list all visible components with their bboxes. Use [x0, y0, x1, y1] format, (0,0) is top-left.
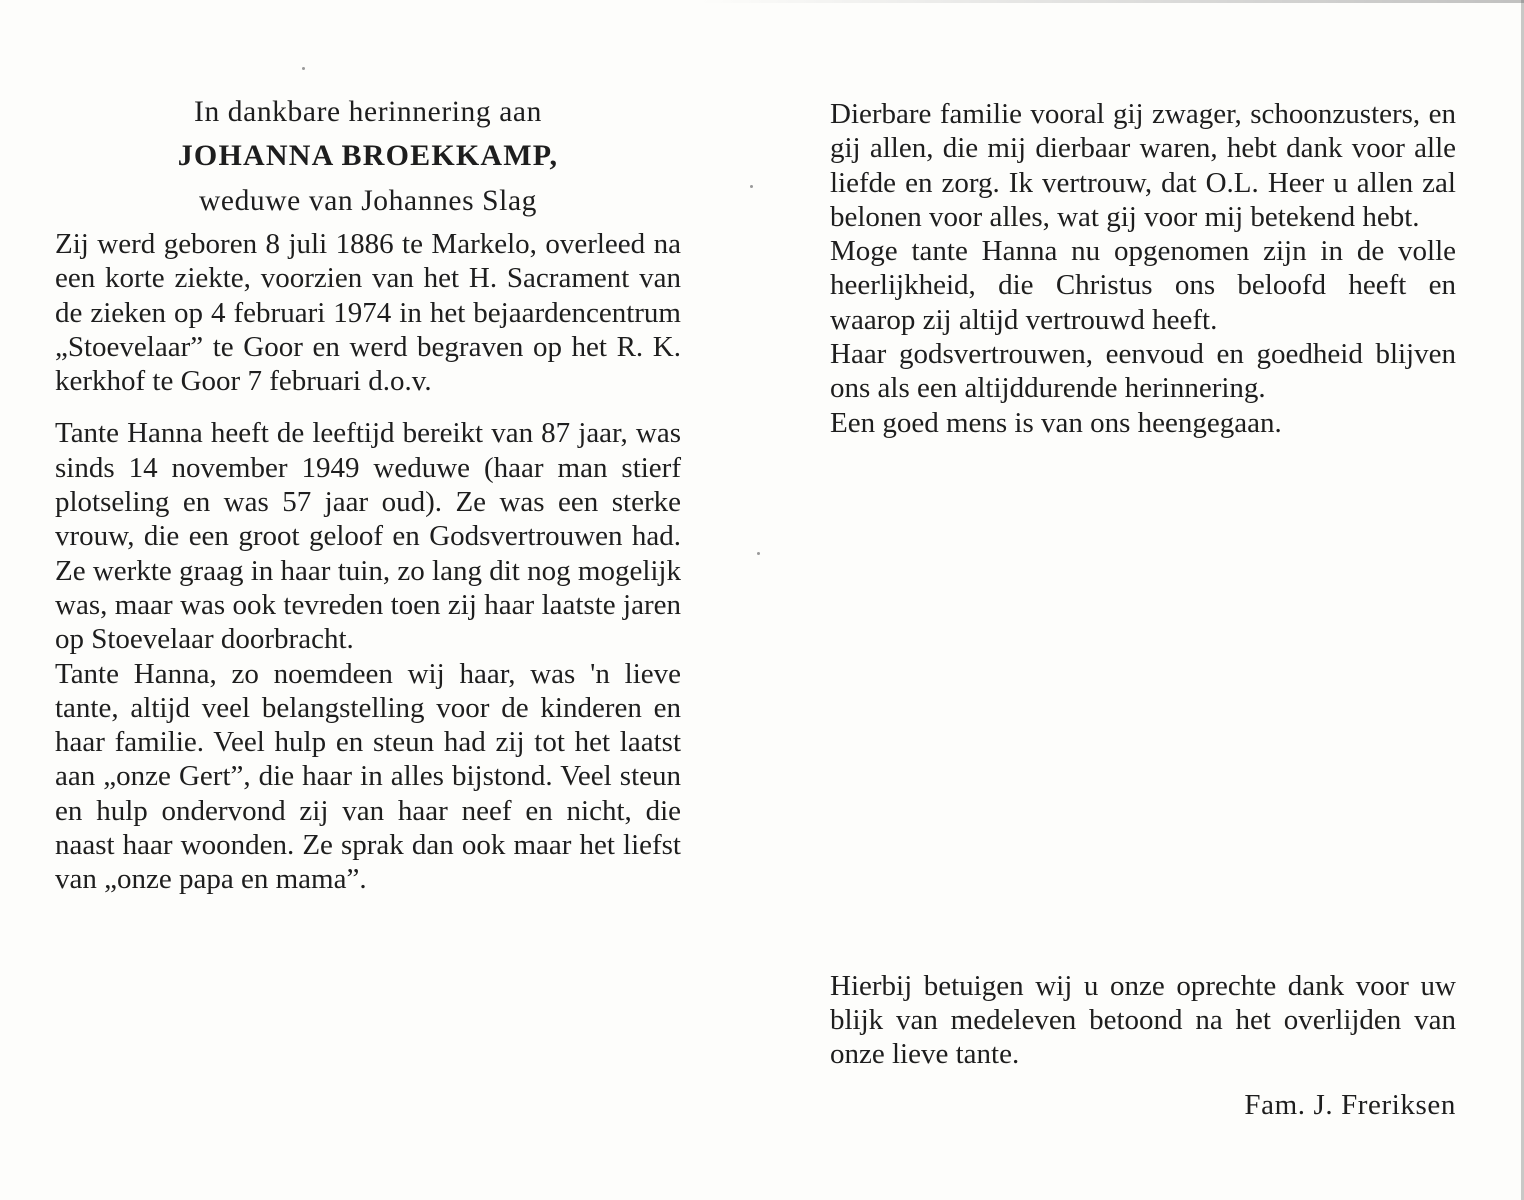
paragraph-gap: [55, 398, 681, 416]
left-column: [55, 94, 681, 897]
biography-paragraph: Zij werd geboren 8 juli 1886 te Markelo, overleed na een korte ziekte, voorzien van het H. Sacrament van de zieken op 4 februari 1974 in het bejaardencentrum „Stoevelaar” te Goor en werd begraven op het R. K. kerkhof te Goor 7 februari d.o.v.: [55, 228, 681, 398]
family-signature: Fam. J. Freriksen: [1244, 1089, 1456, 1121]
paper-speck: [757, 552, 760, 555]
biography-paragraph: Tante Hanna, zo noemdeen wij haar, was 'n lieve tante, altijd veel belangstelling voor de kinderen en haar familie. Veel hulp en steun had zij tot het laatst aan „onze Gert”, die haar in alles bijstond. Veel steun en hulp ondervond zij van haar neef en nicht, die naast haar woonden. Ze sprak dan ook maar het liefst van „onze papa en mama”.: [55, 657, 681, 896]
deceased-name: JOHANNA BROEKKAMP,: [177, 139, 559, 172]
biography-paragraph: Tante Hanna heeft de leeftijd bereikt van 87 jaar, was sinds 14 november 1949 weduwe (haar man stierf plotseling en was 57 jaar oud). Ze was een sterke vrouw, die een groot geloof en Godsvertrouwen had. Ze werkte graag in haar tuin, zo lang dit nog mogelijk was, maar was ook tevreden toen zij haar laatste jaren op Stoevelaar doorbracht.: [55, 417, 681, 656]
farewell-paragraph: Dierbare familie vooral gij zwager, schoonzusters, en gij allen, die mij dierbaar waren, hebt dank voor alle liefde en zorg. Ik vertrouw, dat O.L. Heer u allen zal belonen voor alles, wat gij voor mij betekend hebt.: [830, 98, 1456, 233]
farewell-paragraph: Moge tante Hanna nu opgenomen zijn in de volle heerlijkheid, die Christus ons beloofd heeft en waarop zij altijd vertrouwd heeft.: [830, 235, 1456, 336]
right-column: [830, 97, 1456, 440]
farewell-paragraph: Haar godsvertrouwen, eenvoud en goedheid blijven ons als een altijddurende herinnering.: [830, 338, 1456, 405]
paper-speck: [750, 185, 753, 188]
thanks-paragraph: Hierbij betuigen wij u onze oprechte dank voor uw blijk van medeleven betoond na het overlijden van onze lieve tante.: [830, 970, 1456, 1070]
paper-speck: [302, 67, 305, 70]
widow-of-line: weduwe van Johannes Slag: [198, 185, 537, 217]
top-edge-rule: [700, 0, 1524, 3]
farewell-paragraph: Een goed mens is van ons heengegaan.: [830, 406, 1282, 439]
intro-line: In dankbare herinnering aan: [194, 96, 542, 128]
